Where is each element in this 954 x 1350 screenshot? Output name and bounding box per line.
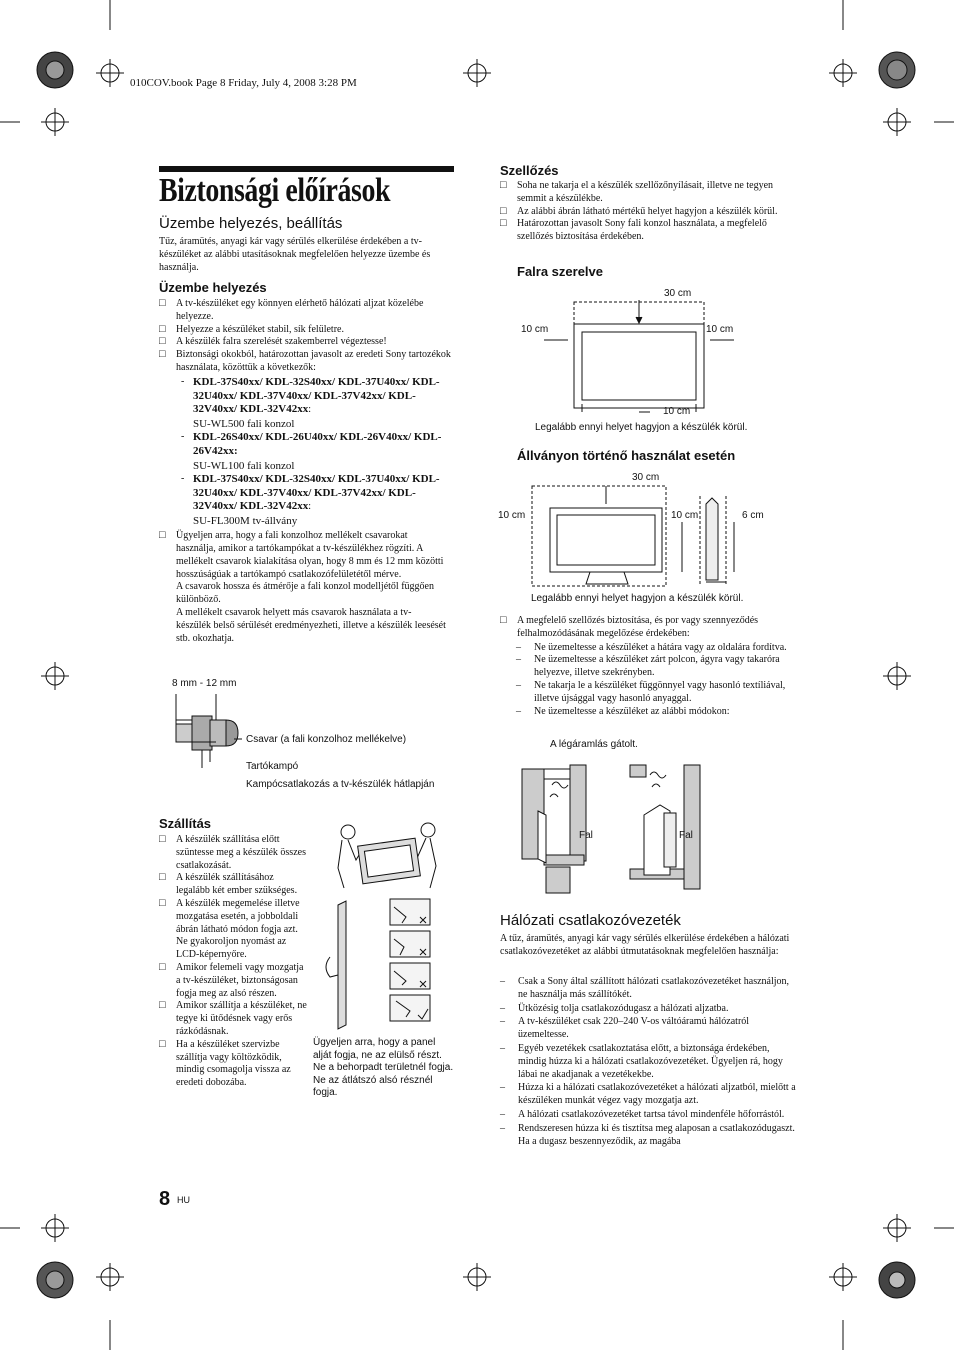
stand-right-clearance: 10 cm (671, 510, 699, 521)
list-item: – Ne üzemeltesse a készüléket a hátára vagy az oldalára fordítva. (516, 642, 796, 655)
stand-heading: Állványon történő használat esetén (517, 448, 736, 463)
wall-top-clearance: 30 cm (664, 288, 692, 299)
wall-mount-heading: Falra szerelve (517, 264, 604, 279)
screw-length-label: 8 mm - 12 mm (172, 678, 237, 689)
list-item: – Ne üzemeltesse a készüléket az alábbi módokon: (516, 706, 796, 719)
list-item: – Ne takarja le a készüléket függönnyel vagy hasonló textíliával, illetve újsággal vagy hasonló anyaggal. (516, 680, 796, 706)
page-number: 8 (159, 1188, 171, 1210)
power-list (500, 976, 796, 1148)
wall-label-2: Fal (679, 830, 693, 841)
wall-left-clearance: 10 cm (521, 324, 549, 335)
installation-heading: Üzembe helyezés, beállítás (159, 215, 343, 232)
list-item: □ A készülék szállításához legalább két ember szükséges. (159, 872, 309, 898)
stand-clearance-diagram (530, 482, 790, 592)
list-item: – Rendszeresen húzza ki és tisztítsa meg alaposan a csatlakozódugaszt. Ha a dugasz beszennyeződik, az magába (500, 1123, 796, 1149)
socket-label: Kampócsatlakozás a tv-készülék hátlapján (246, 779, 435, 790)
screw-diagram (172, 694, 252, 774)
model-group: - KDL-37S40xx/ KDL-32S40xx/ KDL-37U40xx/ KDL-32U40xx/ KDL-37V40xx/ KDL-37V42xx/ KDL-32V40xx/ KDL-32V42xx: SU-WL500 fali konzol (181, 376, 455, 431)
list-item: – Ütközésig tolja csatlakozódugasz a hálózati aljzatba. (500, 1003, 796, 1016)
list-item: □ A tv-készüléket egy könnyen elérhető hálózati aljzat közelébe helyezze. (159, 298, 455, 324)
list-item: – Ne üzemeltesse a készüléket zárt polcon, ágyra vagy takaróra helyezve, illetve szekrényben. (516, 654, 796, 680)
list-item: – A tv-készüléket csak 220–240 V-os váltóáramú hálózatról üzemeltesse. (500, 1016, 796, 1042)
ventilation-list (500, 180, 796, 244)
list-item: – Húzza ki a hálózati csatlakozóvezetéket a hálózati aljzatból, mielőtt a készüléken munkát végez vagy mozgatja azt. (500, 1082, 796, 1108)
airflow-label: A légáramlás gátolt. (550, 739, 638, 750)
wall-clearance-diagram (530, 300, 770, 420)
list-item: □ A megfelelő szellőzés biztosítása, és por vagy szennyeződés felhalmozódásának megelőzése érdekében: (500, 615, 796, 641)
screw-label: Csavar (a fali konzolhoz mellékelve) (246, 734, 407, 745)
stand-clearance-caption: Legalább ennyi helyet hagyjon a készülék körül. (531, 593, 744, 604)
list-item: □ A készülék megemelése illetve mozgatása esetén, a jobboldali ábrán látható módon fogja azt. Ne gyakoroljon nyomást az LCD-képernyőre. (159, 898, 309, 962)
stand-top-clearance: 30 cm (632, 472, 660, 483)
installation-intro: Tűz, áramütés, anyagi kár vagy sérülés elkerülése érdekében a tv-készüléket az alábbi utasításoknak megfelelően helyezze üzembe és használja. (159, 236, 431, 273)
page-language: HU (177, 1195, 190, 1205)
stand-side-clearance: 6 cm (742, 510, 764, 521)
carry-illustration (334, 820, 444, 890)
list-item: □ Helyezze a készüléket stabil, sík felületre. (159, 324, 455, 337)
wall-right-clearance: 10 cm (706, 324, 734, 335)
hook-label: Tartókampó (246, 761, 299, 772)
list-item: □ Soha ne takarja el a készülék szellőzőnyílásait, illetve ne tegyen semmit a készülékbe. (500, 180, 796, 206)
list-item: □ Amikor felemeli vagy mozgatja a tv-készüléket, biztonságosan fogja meg az alsó részen. (159, 962, 309, 1000)
list-item: □ Biztonsági okokból, határozottan javasolt az eredeti Sony tartozékok használata, közöttük a következők: (159, 349, 455, 375)
list-item: □ Ügyeljen arra, hogy a fali konzolhoz mellékelt csavarokat használja, amikor a tartókampókat a tv-készülékhez rögzíti. A mellékelt csavarok kialakítása olyan, hogy 8 mm és 12 mm közötti hosszúságúak a tartókampó csatlakozófelületétől mérve. A csavarok hossza és átmérője a fali konzol modelljétől függően különböző. A mellékelt csavarok helyett más csavarok használata a tv-készülék belső sérülését eredményezheti, illetve a készülék leesését stb. okozhatja. (159, 530, 455, 645)
power-heading: Hálózati csatlakozóvezeték (500, 912, 681, 929)
accessory: SU-FL300M tv-állvány (193, 515, 298, 528)
model-names: KDL-26S40xx/ KDL-26U40xx/ KDL-26V40xx/ KDL-26V42xx: (193, 431, 442, 457)
model-names: KDL-37S40xx/ KDL-32S40xx/ KDL-37U40xx/ KDL-32U40xx/ KDL-37V40xx/ KDL-37V42xx/ KDL-32V40xx/ KDL-32V42xx (193, 375, 440, 416)
wall-label: Fal (579, 830, 593, 841)
model-group (181, 431, 455, 473)
list-item: □ A készülék falra szerelését szakemberrel végeztesse! (159, 336, 455, 349)
wall-clearance-caption: Legalább ennyi helyet hagyjon a készülék körül. (535, 422, 748, 433)
list-item: – Egyéb vezetékek csatlakoztatása előtt, a biztonsága érdekében, mindig húzza ki a hálózati csatlakozóvezetéket. Ügyeljen rá, hogy lábai ne akadjanak a vezetékekbe. (500, 1043, 796, 1081)
transport-list (159, 834, 309, 1090)
list-item: □ Határozottan javasolt Sony fali konzol használata, a megfelelő szellőzés biztosítása érdekében. (500, 218, 796, 244)
blocked-airflow-illustration (520, 755, 720, 895)
list-item: □ Az alábbi ábrán látható mértékű helyet hagyjon a készülék körül. (500, 206, 796, 219)
setup-heading: Üzembe helyezés (159, 280, 267, 295)
list-item: □ Amikor szállítja a készüléket, ne tegye ki ütődésnek vagy erős rázkódásnak. (159, 1000, 309, 1038)
power-intro: A tűz, áramütés, anyagi kár vagy sérülés elkerülése érdekében a hálózati csatlakozóvezetéket az alábbi útmutatásoknak megfelelően használja: (500, 933, 790, 957)
model-names: KDL-37S40xx/ KDL-32S40xx/ KDL-37U40xx/ KDL-32U40xx/ KDL-37V40xx/ KDL-37V42xx/ KDL-32V40xx/ KDL-32V42xx (193, 472, 440, 513)
wall-bottom-clearance: 10 cm (663, 406, 691, 417)
transport-heading: Szállítás (159, 816, 212, 831)
book-header-note: 010COV.book Page 8 Friday, July 4, 2008 3:28 PM (130, 77, 357, 89)
list-item: – Csak a Sony által szállított hálózati csatlakozóvezetéket használjon, ne használja más szállítókét. (500, 976, 796, 1002)
list-item: □ A készülék szállítása előtt szüntesse meg a készülék összes csatlakozását. (159, 834, 309, 872)
grip-caption: Ügyeljen arra, hogy a panel alját fogja, ne az elülső részt. Ne a behorpadt területnél fogja. Ne az átlátszó alsó résznél fogja. (313, 1037, 454, 1098)
model-group: - KDL-37S40xx/ KDL-32S40xx/ KDL-37U40xx/ KDL-32U40xx/ KDL-37V40xx/ KDL-37V42xx/ KDL-32V40xx/ KDL-32V42xx: SU-FL300M tv-állvány (181, 473, 455, 528)
grip-illustration (316, 897, 436, 1032)
ventilation-heading: Szellőzés (500, 163, 559, 178)
page-title: Biztonsági előírások (159, 172, 391, 209)
accessory: SU-WL500 fali konzol (193, 418, 295, 431)
accessory: SU-WL100 fali konzol (193, 459, 295, 472)
list-item: – A hálózati csatlakozóvezetéket tartsa távol mindenféle hőforrástól. (500, 1109, 796, 1122)
stand-left-clearance: 10 cm (498, 510, 526, 521)
proper-ventilation (500, 615, 796, 718)
setup-list (159, 298, 455, 645)
list-item: □ Ha a készüléket szervizbe szállítja vagy költözködik, mindig csomagolja vissza az eredeti dobozába. (159, 1039, 309, 1090)
